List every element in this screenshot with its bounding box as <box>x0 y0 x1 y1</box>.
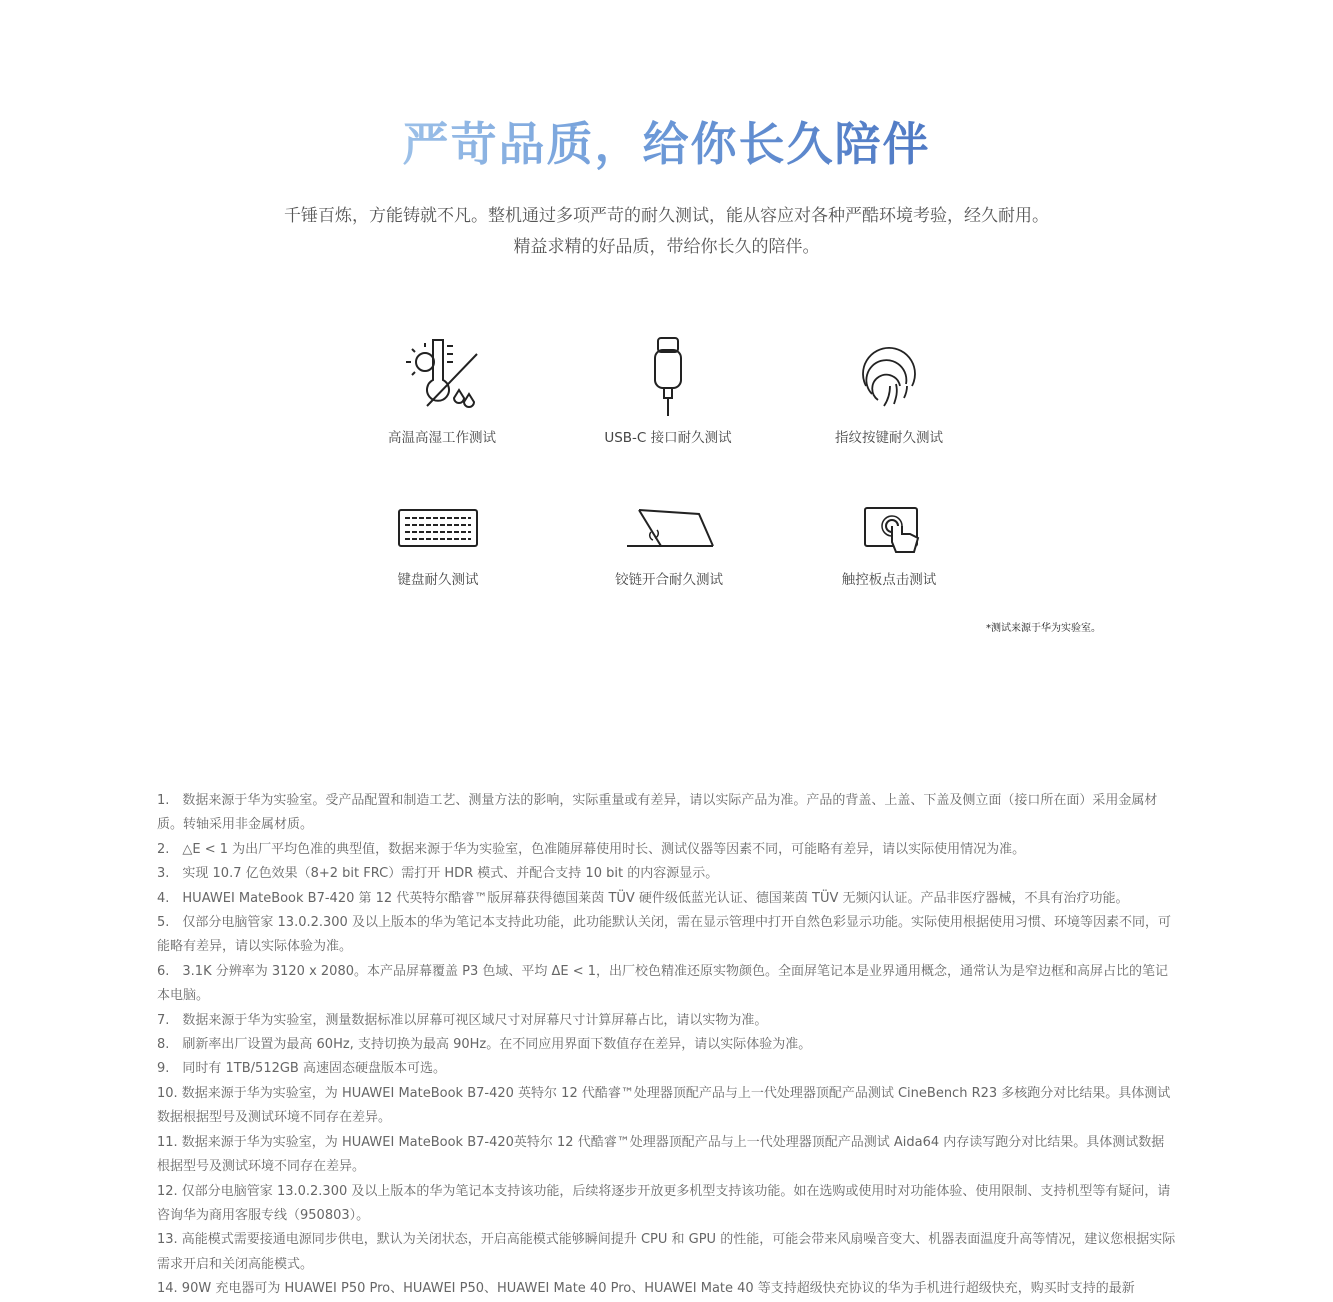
feature-touchpad <box>789 500 989 588</box>
feature-label: 键盘耐久测试 <box>397 572 479 588</box>
feature-high-temp-humidity <box>342 336 542 446</box>
page-title: 严苛品质，给你长久陪伴 <box>402 117 931 171</box>
feature-fingerprint <box>789 336 989 446</box>
footnote: 4. HUAWEI MateBook B7-420 第 12 代英特尔酷睿™版屏幕获得德国莱茵 TÜV 硬件级低蓝光认证、德国莱茵 TÜV 无频闪认证。产品非医疗器械，不具有治疗功能。 <box>157 890 1129 906</box>
test-source-note: *测试来源于华为实验室。 <box>986 623 1101 634</box>
footnote: 2. △E < 1 为出厂平均色准的典型值，数据来源于华为实验室，色准随屏幕使用时长、测试仪器等因素不同，可能略有差异，请以实际使用情况为准。 <box>157 841 1026 857</box>
footnote: 3. 实现 10.7 亿色效果（8+2 bit FRC）需打开 HDR 模式、并配合支持 10 bit 的内容源显示。 <box>157 866 719 882</box>
footnote: 14. 90W 充电器可为 HUAWEI P50 Pro、HUAWEI P50、HUAWEI Mate 40 Pro、HUAWEI Mate 40 等支持超级快充协议的华为手机进行超级快充，购买时支持的最新 <box>157 1281 1135 1297</box>
footnote: 12. 仅部分电脑管家 13.0.2.300 及以上版本的华为笔记本支持该功能，后续将逐步开放更多机型支持该功能。如在选购或使用时对功能体验、使用限制、支持机型等有疑问，请咨询华为商用客服专线（950803）。 <box>157 1183 1171 1223</box>
footnote: 9. 同时有 1TB/512GB 高速固态硬盘版本可选。 <box>157 1061 446 1077</box>
thermometer-humidity-icon <box>397 336 487 418</box>
fingerprint-icon <box>844 336 934 418</box>
hinge-laptop-icon <box>619 500 719 560</box>
feature-hinge <box>569 500 769 588</box>
feature-label: USB-C 接口耐久测试 <box>604 430 732 446</box>
subtitle-line-2: 精益求精的好品质，带给你长久的陪伴。 <box>513 237 820 257</box>
feature-label: 铰链开合耐久测试 <box>615 572 723 588</box>
feature-keyboard <box>338 500 538 588</box>
footnote: 13. 高能模式需要接通电源同步供电，默认为关闭状态，开启高能模式能够瞬间提升 CPU 和 GPU 的性能，可能会带来风扇噪音变大、机器表面温度升高等情况，建议您根据实际需求开启和关闭高能模式。 <box>157 1232 1176 1272</box>
footnote: 1. 数据来源于华为实验室。受产品配置和制造工艺、测量方法的影响，实际重量或有差异，请以实际产品为准。产品的背盖、上盖、下盖及侧立面（接口所在面）采用金属材质。转轴采用非金属材质。 <box>157 793 1158 833</box>
footnote: 8. 刷新率出厂设置为最高 60Hz, 支持切换为最高 90Hz。在不同应用界面下数值存在差异，请以实际体验为准。 <box>157 1037 812 1053</box>
feature-label: 指纹按键耐久测试 <box>835 430 943 446</box>
feature-usb-c <box>568 336 768 446</box>
usb-c-icon <box>623 336 713 418</box>
feature-label: 触控板点击测试 <box>841 572 937 588</box>
footnotes <box>157 789 1177 1302</box>
footnote: 11. 数据来源于华为实验室，为 HUAWEI MateBook B7-420英特尔 12 代酷睿™处理器顶配产品与上一代处理器顶配产品测试 Aida64 内存读写跑分对比结果。具体测试数据根据型号及测试环境不同存在差异。 <box>157 1134 1165 1175</box>
footnote: 10. 数据来源于华为实验室，为 HUAWEI MateBook B7-420 英特尔 12 代酷睿™处理器顶配产品与上一代处理器顶配产品测试 CineBench R23 多核跑分对比结果。具体测试数据根据型号及测试环境不同存在差异。 <box>157 1085 1171 1126</box>
keyboard-icon <box>393 500 483 560</box>
subtitle-line-1: 千锤百炼，方能铸就不凡。整机通过多项严苛的耐久测试，能从容应对各种严酷环境考验，经久耐用。 <box>284 206 1049 226</box>
footnote: 7. 数据来源于华为实验室，测量数据标准以屏幕可视区域尺寸对屏幕尺寸计算屏幕占比，请以实物为准。 <box>157 1012 768 1028</box>
footnote: 6. 3.1K 分辨率为 3120 x 2080。本产品屏幕覆盖 P3 色域、平均 ΔE < 1，出厂校色精准还原实物颜色。全面屏笔记本是业界通用概念，通常认为是窄边框和高屏占比的笔记本电脑。 <box>157 963 1169 1004</box>
footnote: 5. 仅部分电脑管家 13.0.2.300 及以上版本的华为笔记本支持此功能，此功能默认关闭，需在显示管理中打开自然色彩显示功能。实际使用根据使用习惯、环境等因素不同，可能略有差异，请以实际体验为准。 <box>157 915 1171 955</box>
feature-label: 高温高湿工作测试 <box>388 430 496 446</box>
touchpad-tap-icon <box>844 500 934 560</box>
